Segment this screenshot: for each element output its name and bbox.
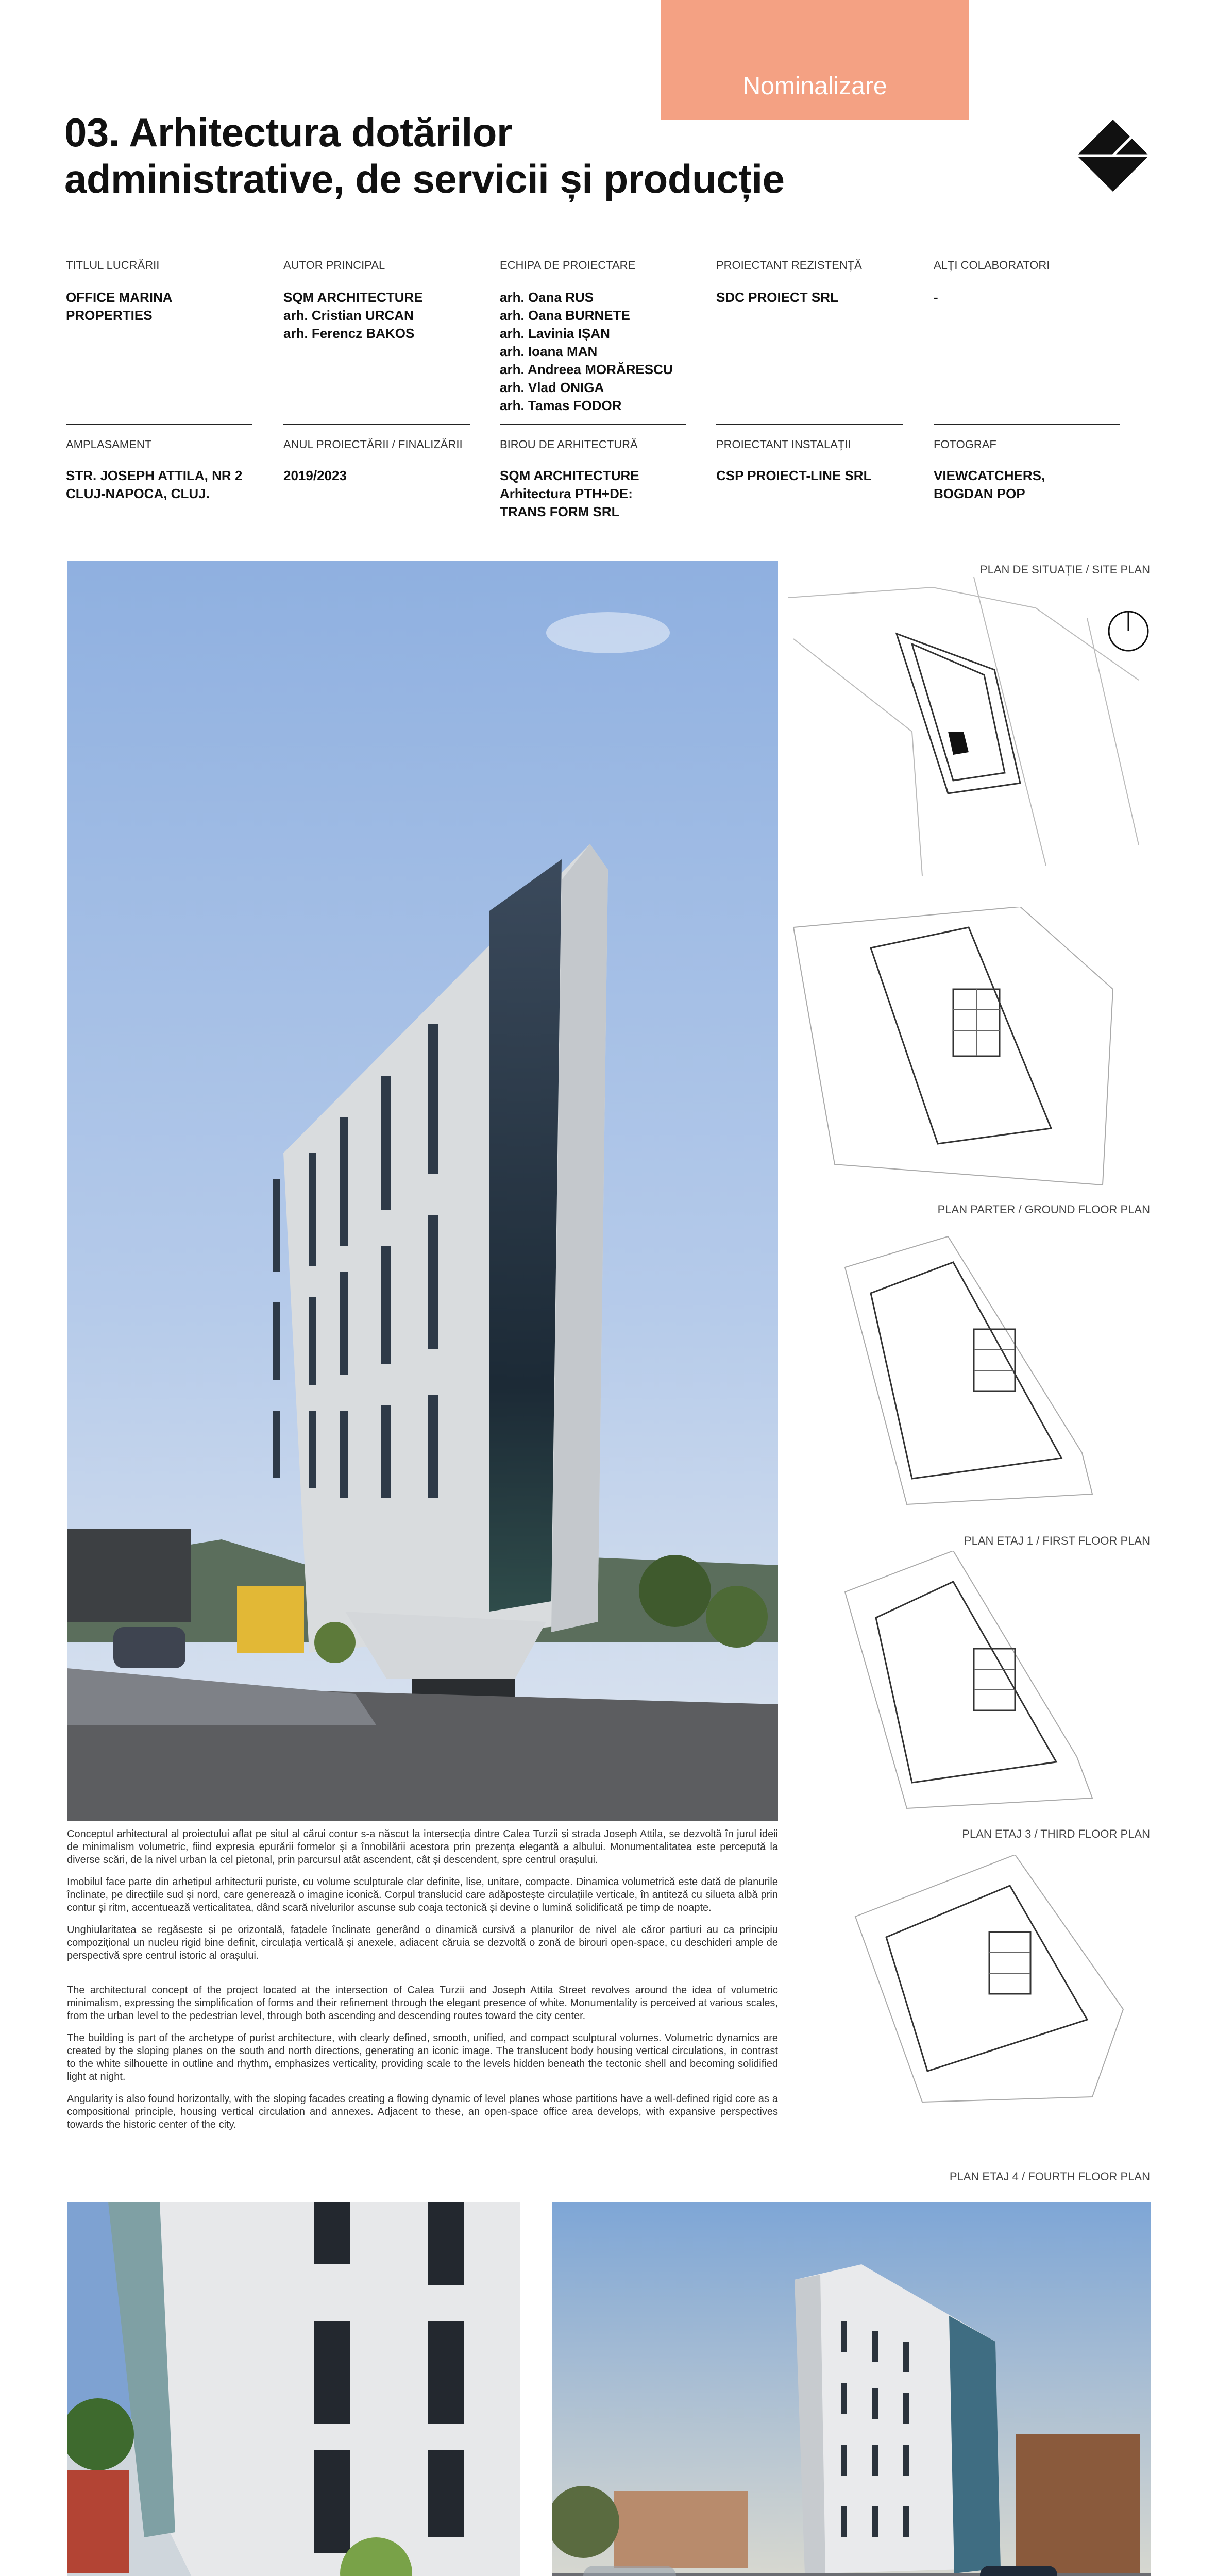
detail-photo [67, 2202, 520, 2576]
paragraph-en-3: Angularity is also found horizontally, with the sloping facades creating a flowing dynamic of level planes whose partitions have a well-defined rigid core as a compositional principle, housing vertical circulation and annexes. Adjacent to these, an open-space office area develops, with expansive perspectives towards the historic center of the city. [67, 2093, 778, 2130]
plan-label-fourth: PLAN ETAJ 4 / FOURTH FLOOR PLAN [949, 2170, 1150, 2183]
building-photo-image [67, 561, 778, 1821]
field-value-office: SQM ARCHITECTURE Arhitectura PTH+DE: TRANS FORM SRL [500, 468, 639, 519]
field-label-location: AMPLASAMENT [66, 438, 152, 451]
field-value-location: STR. JOSEPH ATTILA, NR 2 CLUJ-NAPOCA, CLUJ. [66, 468, 243, 501]
main-building-photo [67, 561, 778, 1821]
field-label-collaborators: ALȚI COLABORATORI [934, 259, 1050, 272]
paragraph-en-2: The building is part of the archetype of purist architecture, with clearly defined, smooth, unified, and compact sculptural volumes. Volumetric dynamics are created by the sloping planes on the south and north directions, generating an iconic image. The translucent body housing vertical circulations, in contrast to the white silhouette in outline and rhythm, emphasizes verticality, providing scale to the levels hidden beneath the tectonic shell and becoming solidified light at night. [67, 2032, 778, 2082]
paragraph-en-1: The architectural concept of the project located at the intersection of Calea Turzii and Joseph Attila Street revolves around the idea of volumetric minimalism, expressing the simplification of forms and their refinement through the elegant presence of white. Monumentality is perceived at various scales, from the urban level to the pedestrian level, through both ascending and descending routes toward the city center. [67, 1985, 778, 2022]
diamond-logo-icon [1075, 117, 1151, 194]
fourth-floor-plan-drawing [845, 1855, 1134, 2123]
first-floor-plan-drawing [835, 1236, 1123, 1515]
field-value-installations: CSP PROIECT-LINE SRL [716, 468, 872, 483]
field-label-team: ECHIPA DE PROIECTARE [500, 259, 636, 272]
field-value-photographer: VIEWCATCHERS, BOGDAN POP [934, 468, 1045, 501]
field-value-author: SQM ARCHITECTURE arh. Cristian URCAN arh. Ferencz BAKOS [283, 290, 423, 341]
field-value-structure: SDC PROIECT SRL [716, 290, 838, 305]
field-label-author: AUTOR PRINCIPAL [283, 259, 385, 272]
street-photo-image [552, 2202, 1151, 2576]
divider [716, 424, 903, 425]
third-floor-plan-drawing [835, 1551, 1123, 1819]
plan-label-ground: PLAN PARTER / GROUND FLOOR PLAN [937, 1203, 1150, 1216]
plan-label-third: PLAN ETAJ 3 / THIRD FLOOR PLAN [962, 1827, 1150, 1840]
title-line-1: 03. Arhitectura dotărilor [64, 110, 512, 155]
ground-floor-plan-drawing [783, 907, 1154, 1195]
field-value-collaborators: - [934, 290, 938, 305]
field-label-office: BIROU DE ARHITECTURĂ [500, 438, 638, 451]
detail-photo-image [67, 2202, 520, 2576]
divider [66, 424, 252, 425]
description-text [67, 1828, 778, 2131]
badge-label: Nominalizare [742, 73, 887, 100]
divider [283, 424, 470, 425]
divider [934, 424, 1120, 425]
divider [500, 424, 686, 425]
paragraph-ro-1: Conceptul arhitectural al proiectului aflat pe situl al cărui contur s-a născut la intersecția dintre Calea Turzii și strada Joseph Attila, se dezvoltă în jurul ideii de minimalism volumetric, fiind expresia epurării formelor și a înnobilării acestora prin prezența elegantă a albului. Monumentalitatea este percepută la diverse scări, de la nivel urban la cel pietonal, prin parcursul atât ascendent, cât și descendent, spre centrul orașului. [67, 1828, 778, 1866]
field-value-title: OFFICE MARINA PROPERTIES [66, 290, 173, 323]
site-plan-drawing [778, 577, 1154, 886]
street-photo [552, 2202, 1151, 2576]
nomination-badge [661, 0, 969, 120]
paragraph-ro-3: Unghiularitatea se regăsește și pe orizontală, fațadele înclinate generând o dinamică cursivă a planurilor de nivel ale căror partiuri au ca principiu compozițional un nucleu rigid bine definit, circulația verticală și anexele, adiacent căruia se dezvoltă o zonă de birouri open-space, cu deschideri ample de perspectivă spre centrul istoric al orașului. [67, 1924, 778, 1961]
page-title [64, 109, 785, 202]
paragraph-ro-2: Imobilul face parte din arhetipul arhitecturii puriste, cu volume sculpturale clar definite, lise, unitare, compacte. Dinamica volumetrică este dată de planurile înclinate, pe direcțiile sud și nord, care generează o imagine iconică. Corpul translucid care adăpostește circulațiile verticale, în antiteză cu silueta albă prin contur și ritm, accentuează verticalitatea, dând scară nivelurilor ascunse sub coaja tectonică și devine o lumină solidificată pe timp de noapte. [67, 1876, 778, 1913]
field-value-team: arh. Oana RUS arh. Oana BURNETE arh. Lavinia IȘAN arh. Ioana MAN arh. Andreea MORĂRESCU arh. Vlad ONIGA arh. Tamas FODOR [500, 290, 673, 413]
field-label-title: TITLUL LUCRĂRII [66, 259, 160, 272]
field-label-installations: PROIECTANT INSTALAȚII [716, 438, 851, 451]
plan-label-first: PLAN ETAJ 1 / FIRST FLOOR PLAN [964, 1534, 1150, 1547]
field-label-structure: PROIECTANT REZISTENȚĂ [716, 259, 862, 272]
plan-label-site: PLAN DE SITUAȚIE / SITE PLAN [979, 563, 1150, 576]
field-label-photographer: FOTOGRAF [934, 438, 996, 451]
field-value-year: 2019/2023 [283, 468, 347, 483]
field-label-year: ANUL PROIECTĂRII / FINALIZĂRII [283, 438, 463, 451]
title-line-2: administrative, de servicii și producție [64, 156, 785, 201]
